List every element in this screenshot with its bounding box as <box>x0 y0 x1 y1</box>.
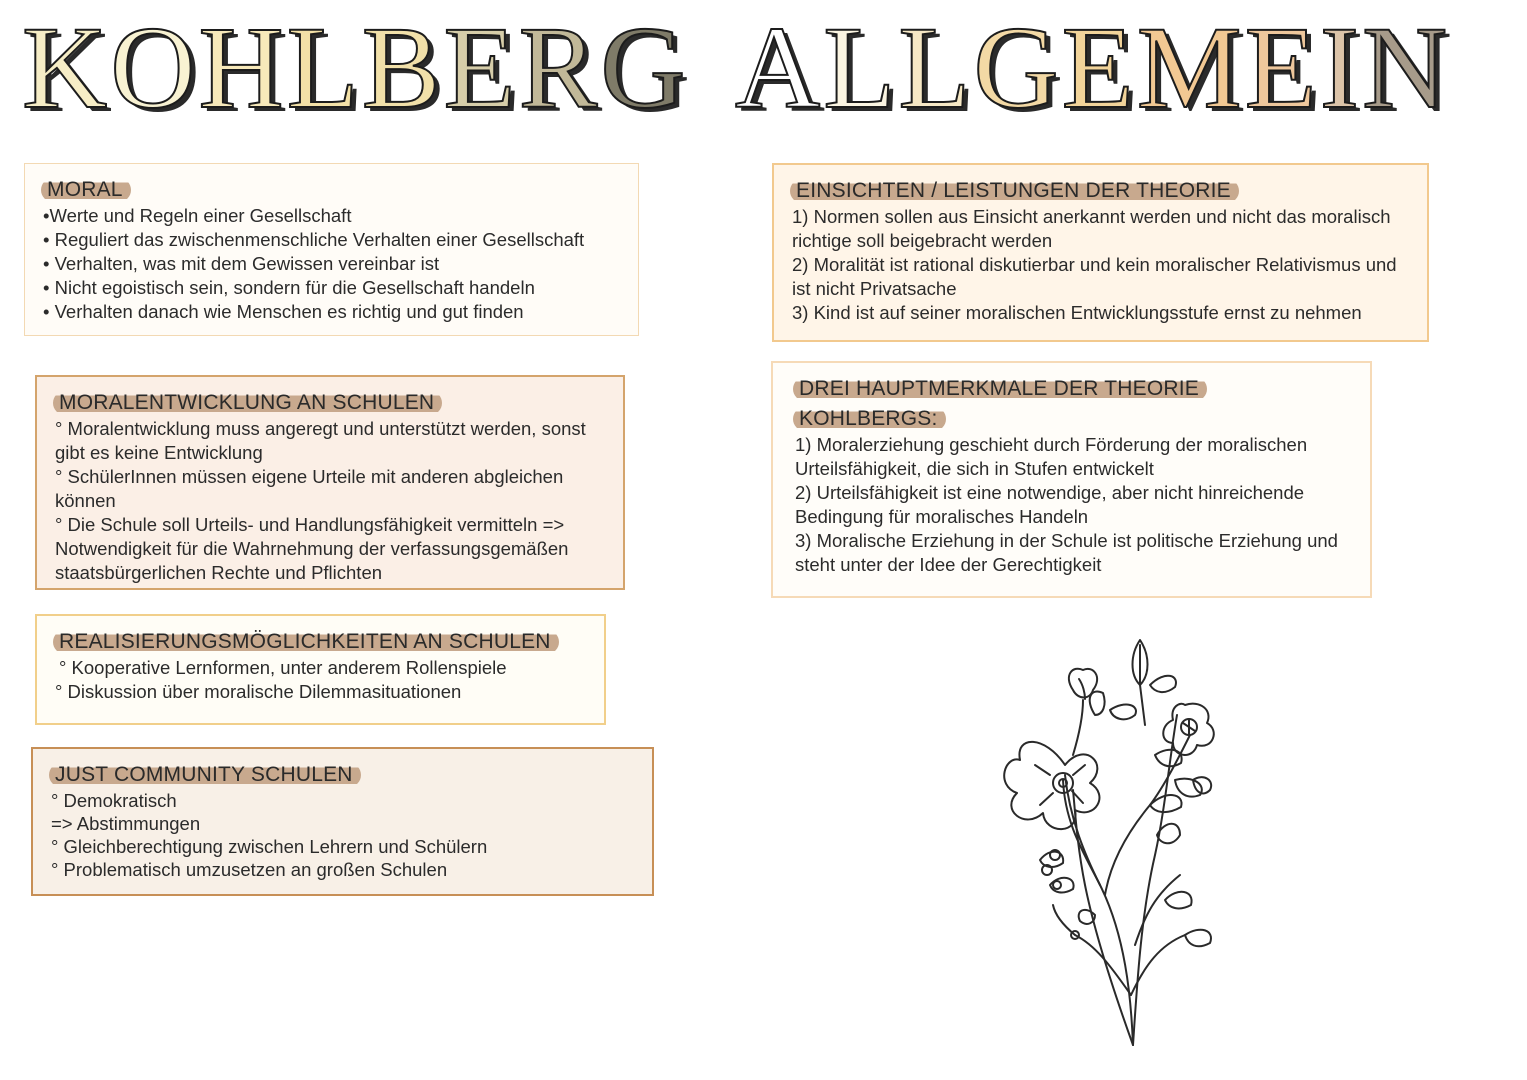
list-item: staatsbürgerlichen Rechte und Pflichten <box>55 562 383 583</box>
page-title <box>22 2 1512 133</box>
title-letter: K <box>22 2 111 133</box>
title-letter: E <box>443 2 519 133</box>
list-item: ° Diskussion über moralische Dilemmasituationen <box>55 681 462 702</box>
title-letter: L <box>898 2 974 133</box>
list-item: 3) Kind ist auf seiner moralischen Entwicklungsstufe ernst zu nehmen <box>792 302 1362 323</box>
list-item: ° Demokratisch <box>51 790 177 811</box>
title-letter: H <box>198 2 287 133</box>
title-letter: A <box>735 2 824 133</box>
list-item: 2) Urteilsfähigkeit ist eine notwendige, aber nicht hinreichende <box>795 482 1305 503</box>
section-heading-continued: KOHLBERGS: <box>793 407 946 431</box>
list-item: ° Problematisch umzusetzen an großen Schulen <box>51 859 448 880</box>
title-letter: O <box>110 2 199 133</box>
title-letter: E <box>1244 2 1320 133</box>
list-item: 2) Moralität ist rational diskutierbar und kein moralischer Relativismus und <box>792 254 1397 275</box>
title-letter: R <box>518 2 601 133</box>
list-item: •Werte und Regeln einer Gesellschaft <box>43 205 352 226</box>
title-letter: N <box>1362 2 1451 133</box>
list-item: ° Kooperative Lernformen, unter anderem Rollenspiele <box>59 657 507 678</box>
list-item: Notwendigkeit für die Wahrnehmung der verfassungsgemäßen <box>55 538 569 559</box>
section-einsichten <box>772 163 1429 342</box>
list-item: ° Moralentwicklung muss angeregt und unterstützt werden, sonst <box>55 418 586 439</box>
flower-bouquet-icon <box>945 615 1305 1055</box>
list-item: 3) Moralische Erziehung in der Schule ist politische Erziehung und <box>795 530 1338 551</box>
list-item: • Verhalten, was mit dem Gewissen vereinbar ist <box>43 253 440 274</box>
title-letter: L <box>286 2 362 133</box>
section-moral <box>24 163 639 336</box>
list-item: Urteilsfähigkeit, die sich in Stufen entwickelt <box>795 458 1154 479</box>
list-item: ° Gleichberechtigung zwischen Lehrern und Schülern <box>51 836 488 857</box>
section-moralentwicklung <box>35 375 625 590</box>
section-heading: MORALENTWICKLUNG AN SCHULEN <box>53 391 442 415</box>
section-realisierung <box>35 614 606 725</box>
list-item: steht unter der Idee der Gerechtigkeit <box>795 554 1102 575</box>
title-letter: I <box>1319 2 1363 133</box>
list-item: gibt es keine Entwicklung <box>55 442 263 463</box>
section-drei-hauptmerkmale <box>771 361 1372 598</box>
section-heading: REALISIERUNGSMÖGLICHKEITEN AN SCHULEN <box>53 630 559 654</box>
title-letter: B <box>361 2 444 133</box>
list-item: ° Die Schule soll Urteils- und Handlungsfähigkeit vermitteln => <box>55 514 565 535</box>
section-heading: DREI HAUPTMERKMALE DER THEORIE <box>793 377 1207 401</box>
title-letter: G <box>600 2 689 133</box>
list-item: ° SchülerInnen müssen eigene Urteile mit anderen abgleichen <box>55 466 564 487</box>
section-just-community <box>31 747 654 896</box>
section-heading: MORAL <box>41 178 131 202</box>
list-item: Bedingung für moralisches Handeln <box>795 506 1089 527</box>
title-letter: E <box>1061 2 1137 133</box>
list-item: ist nicht Privatsache <box>792 278 957 299</box>
list-item: können <box>55 490 116 511</box>
section-heading: EINSICHTEN / LEISTUNGEN DER THEORIE <box>790 179 1239 203</box>
title-letter: L <box>823 2 899 133</box>
title-letter: G <box>973 2 1062 133</box>
section-heading: JUST COMMUNITY SCHULEN <box>49 763 361 787</box>
title-space <box>689 2 722 133</box>
list-item: richtige soll beigebracht werden <box>792 230 1053 251</box>
list-item: 1) Moralerziehung geschieht durch Förderung der moralischen <box>795 434 1308 455</box>
list-item: 1) Normen sollen aus Einsicht anerkannt werden und nicht das moralisch <box>792 206 1391 227</box>
list-item: => Abstimmungen <box>51 813 201 834</box>
list-item: • Reguliert das zwischenmenschliche Verhalten einer Gesellschaft <box>43 229 585 250</box>
list-item: • Nicht egoistisch sein, sondern für die Gesellschaft handeln <box>43 277 535 298</box>
list-item: • Verhalten danach wie Menschen es richtig und gut finden <box>43 301 524 322</box>
title-letter: M <box>1136 2 1245 133</box>
